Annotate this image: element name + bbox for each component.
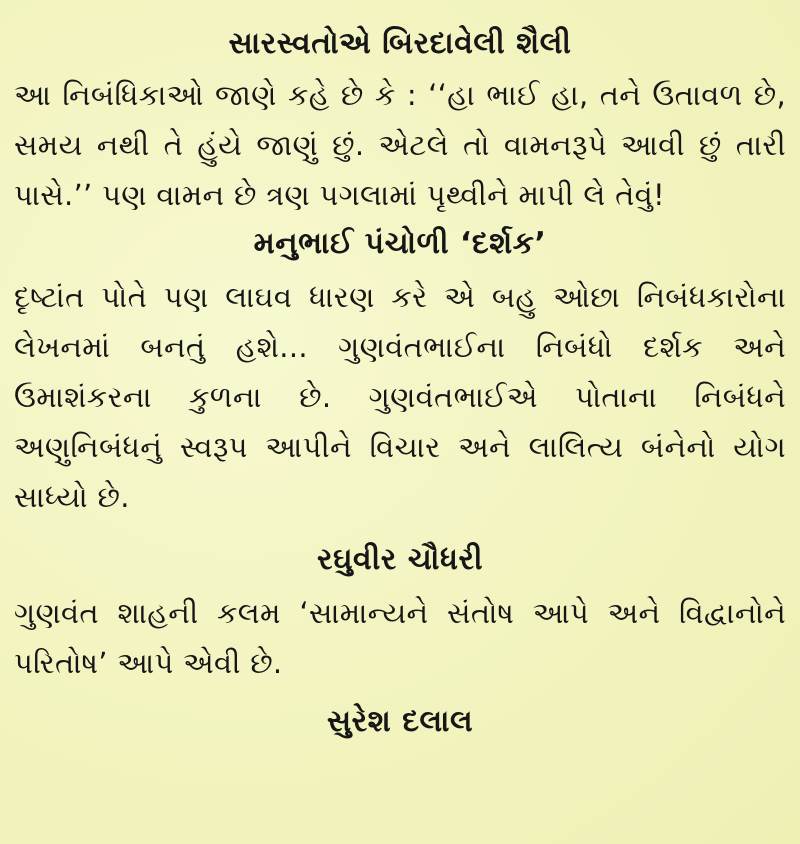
quote-author-1: મનુભાઈ પંચોળી ‘દર્શક’ [253,226,547,261]
quote-text-2: દૃષ્ટાંત પોતે પણ લાઘવ ધારણ કરે એ બહુ ઓછા નિબંધકારોના લેખનમાં બનતું હશે... ગુણવંતભાઈના નિબંધો દર્શક અને ઉમાશંકરના કુળના છે. ગુણવંતભાઈએ પોતાના નિબંધને અણુનિબંધનું સ્વરૂપ આપીને વિચાર અને લાલિત્ય બંનેનો યોગ સાધ્યો છે. [14,280,786,514]
quote-text-1: આ નિબંધિકાઓ જાણે કહે છે કે : ‘‘હા ભાઈ હા, તને ઉતાવળ છે, સમય નથી તે હુંયે જાણું છું. એટલે તો વામનરૂપે આવી છું તારી પાસે.’’ પણ વામન છે ત્રણ પગલામાં પૃથ્વીને માપી લે તેવું! [14,78,786,212]
page-title: સારસ્વતોએ બિરદાવેલી શૈલી [228,26,572,61]
quote-author-3: સુરેશ દલાલ [326,704,474,739]
quote-text-3: ગુણવંત શાહની કલમ ‘સામાન્યને સંતોષ આપે અને વિદ્વાનોને પરિતોષ’ આપે એવી છે. [14,596,786,680]
quote-author-2: રઘુવીર ચૌધરી [316,542,484,577]
